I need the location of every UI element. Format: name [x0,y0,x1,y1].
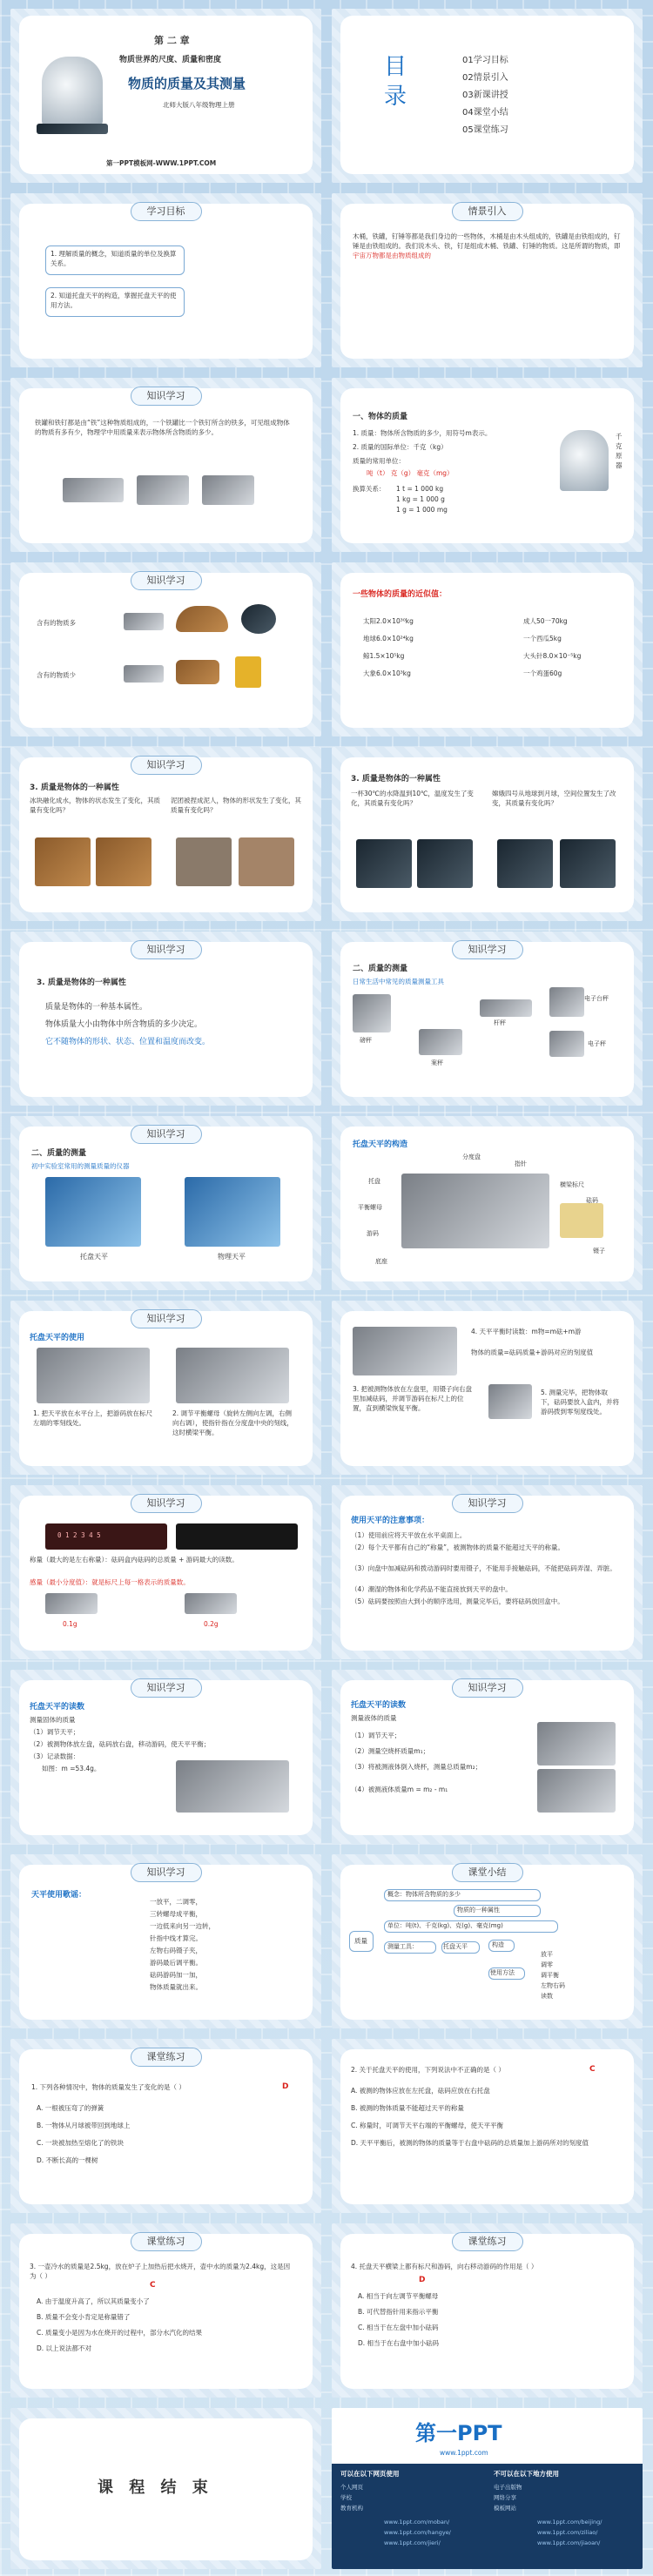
prototype-label: 千克原器 [616,433,623,469]
contents-item[interactable]: 03新课讲授 [462,91,508,100]
option: D. 相当于在右盘中加小砝码 [358,2339,440,2347]
physics-balance-image [185,1177,280,1247]
option: B. 一物体从月球被带回到地球上 [37,2122,131,2129]
rocket-image [497,839,553,888]
slide-usage-1 [10,1301,321,1475]
forbidden-item: 网络分享 [494,2494,516,2501]
property-heading: 3. 质量是物体的一种属性 [37,979,126,987]
toy-boat-image [176,660,219,684]
summary-usage: 使用方法 [490,1969,515,1976]
option: C. 称量时，可调节天平右端的平衡螺母，使天平平衡 [351,2122,504,2129]
precaution-item: （1）使用前应将天平放在水平桌面上。 [351,1531,467,1539]
option: B. 可代替指针用来指示平衡 [358,2308,439,2316]
option: C. 相当于在左盘中加小砝码 [358,2324,439,2331]
clay-image [176,837,232,886]
slide-tools [332,932,643,1106]
electronic-platform-scale-image [549,987,584,1017]
adjust-balance-image [176,1348,289,1403]
reading-balance-image [176,1760,289,1813]
resource-link[interactable]: www.1ppt.com/beijing/ [537,2519,603,2526]
value-right: 一个西瓜5kg [523,635,562,642]
section-pill: 知识学习 [452,940,523,959]
section-heading: 二、质量的测量 [353,965,408,973]
answer: C [150,2281,156,2290]
usage-step-3: 3. 把被测物体放在左盘里，用镊子向右盘里加减砝码，并调节游码在标尺上的位置，直到横梁恢复平衡。 [353,1385,473,1412]
usage-heading: 托盘天平的使用 [30,1334,85,1342]
site-label: 第一PPT模板网-WWW.1PPT.COM [106,159,217,167]
common-units-label: 质量的常用单位： [353,457,405,465]
scale-ruler-image-2 [176,1523,298,1550]
si-unit: 2. 质量的国际单位：千克（kg） [353,443,448,451]
intro-text: 木桶，铁罐，钉锤等都是我们身边的一些物体，木桶是由木头组成的，铁罐是由铁组成的，钉锤是由铁组成的。我们说木头、铁，钉是组成木桶、铁罐、钉锤的物质。这是所谓的物质，即宇宙万物都是由物质组成的 [353,232,621,259]
property-heading: 3. 质量是物体的一种属性 [30,784,119,792]
question-ice: 冰块融化成水，物体的状态发生了变化，其质量有变化吗？ [30,797,160,814]
conversion-3: 1 g = 1 000 mg [396,506,448,514]
rhyme-line: 一边低来向另一边转， [150,1922,215,1930]
slide-property-2 [332,747,643,921]
slide-lab-balances [10,1116,321,1290]
slide-credits [332,2408,643,2569]
rhyme-line: 一放平，二调零， [150,1898,202,1906]
objective-1: 1. 理解质量的概念，知道质量的单位及换算关系。 [50,250,177,267]
tool-label: 杆秤 [494,1019,506,1026]
slide-reading-solid [10,1670,321,1844]
conversion-2: 1 kg = 1 000 g [396,495,445,503]
option: C. 一块被加热至熔化了的铁块 [37,2139,125,2147]
kilogram-prototype-image [42,57,103,126]
slide-range-sensitivity [10,1485,321,1659]
ice-image [35,837,91,886]
option: A. 相当于向左调节平衡螺母 [358,2292,439,2300]
contents-item[interactable]: 04课堂小结 [462,108,508,118]
slide-objectives [10,193,321,367]
allowed-item: 个人网页 [340,2484,363,2491]
slide-exercise-3 [10,2223,321,2398]
allowed-item: 教育机构 [340,2505,363,2512]
precaution-item: （5）砝码要按照由大到小的顺序选用，测量完毕后，要将砝码放回盒中。 [351,1597,564,1605]
reading-step: （3）将被测液体倒入烧杯，测量总质量m₂； [351,1763,482,1771]
tool-label: 电子台秤 [584,995,609,1002]
property-line-1: 质量是物体的一种基本属性。 [45,1003,148,1012]
value-left: 太阳2.0×10³⁰kg [363,617,414,625]
section-pill: 课堂练习 [131,2048,202,2067]
tool-label: 电子秤 [588,1040,606,1047]
beaker-balance-image-2 [537,1769,616,1813]
summary-leaf: 读数 [541,1993,553,2000]
property-line-3: 它不随物体的形状、状态、位置和温度而改变。 [45,1038,211,1046]
precaution-item: （4）潮湿的物体和化学药品不能直接放到天平的盘中。 [351,1585,512,1593]
weighing-image [353,1327,457,1375]
question-text: 3. 一壶冷水的质量是2.5kg，放在炉子上加热后把水烧开，壶中水的质量为2.4kg，这是因为（ ） [30,2263,291,2280]
summary-root: 质量 [354,1937,367,1945]
option: D. 天平平衡后，被测的物体的质量等于右盘中砝码的总质量加上游码所对的刻度值 [351,2139,589,2147]
beaker-hot-image [356,839,412,888]
rhyme-line: 针指中线才算完。 [150,1934,202,1942]
slide-property-1 [10,747,321,921]
boat-image [176,606,228,632]
lab-subtitle: 初中实验室常用的测量质量的仪器 [31,1162,130,1170]
reading-step: （3）记录数据： [30,1752,80,1760]
summary-leaf: 调平衡 [541,1972,559,1979]
value-right: 一个鸡蛋60g [523,669,562,677]
slide-more-less [10,562,321,736]
cover-title: 物质的质量及其测量 [128,76,246,91]
value-left: 地球6.0×10²⁴kg [363,635,414,642]
question-text: 1. 下列各种情况中，物体的质量发生了变化的是（ ） [31,2083,185,2091]
slide-contents [332,9,643,183]
question-space: 嫦娥四号从地球到月球，空间位置发生了改变，其质量有变化吗？ [492,790,616,807]
slide-precautions [332,1485,643,1659]
precaution-item: （3）向盘中加减砝码和拨动游码时要用镊子，不能用手接触砝码，不能把砝码弄湿、弄脏。 [351,1564,616,1572]
tool-label: 案秤 [431,1059,443,1066]
tray-balance-diagram [401,1174,549,1248]
usage-step-4-note: 物体的质量=砝码质量+游码对应的刻度值 [471,1349,594,1356]
part-label: 托盘 [368,1178,380,1185]
more-label: 含有的物质多 [37,619,76,627]
wrench-large-image [124,613,164,630]
reading-step: （1）调节天平； [30,1728,80,1736]
answer: C [589,2065,596,2074]
part-label: 底座 [375,1258,387,1265]
resource-link[interactable]: www.1ppt.com/ziliao/ [537,2529,598,2536]
usage-step-2: 2. 调节平衡螺母（旋转左侧向左调，右侧向右调），使指针指在分度盘中央的刻线，这时横梁平衡。 [172,1409,293,1436]
weight-box-image [560,1203,603,1238]
slide-intro [332,193,643,367]
slide-rhyme [10,1854,321,2028]
range-definition: 称量（最大的是左右称量）：砝码盒内砝码的总质量 + 游码最大的读数。 [30,1556,239,1564]
brand-domain[interactable]: www.1ppt.com [440,2449,488,2457]
usage-step-4: 4. 天平平衡时读数：m物=m砝+m游 [471,1328,582,1335]
section-pill: 情景引入 [452,202,523,221]
values-heading: 一些物体的质量的近似值： [353,590,448,599]
section-pill: 知识学习 [131,1309,202,1328]
allowed-item: 学校 [340,2494,352,2501]
reading-step: （2）被测物体放左盘，砝码放右盘，移动游码，使天平平衡； [30,1740,211,1748]
resource-link[interactable]: www.1ppt.com/hangye/ [384,2529,451,2536]
resource-link[interactable]: www.1ppt.com/jieri/ [384,2539,441,2546]
answer: D [419,2276,426,2284]
value-right: 大头针8.0×10⁻⁵kg [523,652,582,660]
water-image [96,837,151,886]
slide-cover [10,9,321,183]
slide-knowledge-1 [10,378,321,552]
forbidden-item: 电子出版物 [494,2484,522,2491]
iron-can-image [202,475,254,505]
knowledge-card [19,573,313,728]
sensitivity-definition: 感量（最小分度值）：就是标尺上每一格表示的质量数。 [30,1578,190,1586]
slide-exercise-1 [10,2039,321,2213]
structure-heading: 托盘天平的构造 [353,1140,408,1149]
chapter-label: 第 二 章 [154,35,190,46]
rhyme-lines [150,1896,215,1994]
rhyme-heading: 天平使用歌谣： [31,1891,87,1900]
contents-title: 目录 [384,54,407,110]
part-label: 分度盘 [462,1153,481,1160]
contents-item[interactable]: 05课堂练习 [462,125,508,135]
part-label: 横梁标尺 [560,1181,584,1188]
forbidden-item: 模板网站 [494,2505,516,2512]
common-units: 吨（t） 克（g） 毫克（mg） [367,469,454,477]
slide-mass-definition [332,378,643,552]
nail-image [137,475,189,505]
question-text: 2. 关于托盘天平的使用，下列说法中不正确的是（ ） [351,2066,505,2074]
option: D. 以上说法都不对 [37,2344,92,2352]
part-label: 镊子 [593,1248,605,1254]
slide-exercise-4 [332,2223,643,2398]
sensitivity-value-2: 0.2g [204,1620,219,1628]
mass-definition: 1. 质量：物体所含物质的多少，用符号m表示。 [353,429,492,437]
property-line-2: 物体质量大小由物体中所含物质的多少决定。 [45,1020,203,1029]
precautions-heading: 使用天平的注意事项： [351,1517,430,1525]
slide-exercise-2 [332,2039,643,2213]
summary-units: 单位：吨(t)、千克(kg)、克(g)、毫克(mg) [387,1922,503,1929]
section-pill: 知识学习 [131,1125,202,1144]
tire-image [241,604,276,634]
section-pill: 知识学习 [131,1678,202,1698]
slide-end [10,2408,321,2569]
section-heading: 一、物体的质量 [353,413,408,421]
reading-subtitle: 测量液体的质量 [351,1714,397,1722]
option: D. 不断长高的一棵树 [37,2156,98,2164]
forbidden-heading: 不可以在以下地方使用 [494,2470,559,2478]
reading-step: （4）被测液体质量m = m₂ - m₁ [351,1786,448,1793]
section-pill: 课堂练习 [452,2232,523,2251]
answer: D [282,2082,289,2091]
section-pill: 学习目标 [131,202,202,221]
clay-figure-image [239,837,294,886]
end-text: 课 程 结 束 [98,2478,213,2497]
reading-heading: 托盘天平的读数 [30,1703,85,1712]
steelyard-image [480,999,532,1017]
option: A. 一根被压弯了的弹簧 [37,2104,104,2112]
part-label: 砝码 [586,1197,598,1204]
less-label: 含有的物质少 [37,671,76,679]
conversion-label: 换算关系： [353,485,386,493]
credits-panel [332,2464,643,2569]
resource-link[interactable]: www.1ppt.com/moban/ [384,2519,450,2526]
resource-link[interactable]: www.1ppt.com/jiaoan/ [537,2539,601,2546]
usage-step-1: 1. 把天平放在水平台上，把游码放在标尺左端的零刻线处。 [33,1409,153,1427]
reading-step: （2）测量空烧杯质量m₁； [351,1747,430,1755]
part-label: 游码 [367,1230,379,1237]
rhyme-line: 三转螺母成平衡， [150,1910,202,1918]
contents-item[interactable]: 02情景引入 [462,73,508,83]
moon-rover-image [560,839,616,888]
glove-image [235,656,261,688]
slide-reading-liquid [332,1670,643,1844]
option: B. 质量不会变小肯定是称量错了 [37,2313,131,2321]
question-clay: 泥团被捏成泥人，物体的形状发生了变化，其质量有变化吗？ [171,797,301,814]
summary-leaf: 左物右码 [541,1982,565,1989]
platform-scale-image [353,994,391,1032]
balance-label: 物理天平 [218,1253,246,1261]
summary-leaf: 调零 [541,1961,553,1968]
brand-logo: 第一PPT [415,2421,502,2445]
summary-structure: 构造 [492,1941,504,1948]
level-balance-image [37,1348,150,1403]
beaker-balance-image-1 [537,1722,616,1766]
option: C. 质量变小是因为水在烧开的过程中，部分水汽化的结果 [37,2329,203,2337]
contents-list [462,52,508,139]
ruler-detail-2 [185,1593,237,1614]
edition-label: 北师大版八年级物理上册 [163,101,235,109]
balance-label: 托盘天平 [80,1253,108,1261]
conversion-1: 1 t = 1 000 kg [396,485,444,493]
summary-concept: 概念：物体所含物质的多少 [387,1891,461,1898]
wrench-small-image [124,665,164,683]
option: A. 由于温度升高了，所以其质量变小了 [37,2297,150,2305]
section-heading: 二、质量的测量 [31,1149,87,1158]
objectives-card [19,204,313,359]
section-pill: 知识学习 [131,1863,202,1882]
ruler-detail-1 [45,1593,98,1614]
section-pill: 知识学习 [131,940,202,959]
slide-summary [332,1854,643,2028]
slide-mass-values [332,562,643,736]
precaution-item: （2）每个天平都有自己的“称量”，被测物体的质量不能超过天平的称量。 [351,1544,565,1551]
reading-heading: 托盘天平的读数 [351,1701,407,1710]
section-pill: 课堂小结 [452,1863,523,1882]
section-pill: 知识学习 [131,387,202,406]
value-left: 大象6.0×10³kg [363,669,411,677]
reading-step: （1）调节天平； [351,1732,401,1739]
section-pill: 知识学习 [452,1678,523,1698]
knowledge-card [19,757,313,912]
usage-step-5: 5. 测量完毕，把物体取下，砝码要放入盒内，并将游码拨到零刻度线处。 [541,1389,619,1416]
counter-scale-image [419,1029,462,1055]
rhyme-line: 左物右码镊子夹， [150,1947,202,1954]
value-right: 成人50一70kg [523,617,568,625]
reading-result: 如图：m =53.4g。 [42,1765,101,1772]
summary-balance: 托盘天平 [443,1943,468,1950]
tools-subtitle: 日常生活中常见的质量测量工具 [353,978,444,985]
prototype-base [37,124,108,134]
knowledge-text: 铁罐和铁钉都是由“铁”这种物质组成的，一个铁罐比一个铁钉所含的铁多，可见组成物体的物质有多有少，物理学中用质量来表示物体所含物质的多少。 [35,419,290,436]
objective-2: 2. 知道托盘天平的构造，掌握托盘天平的使用方法。 [50,292,177,309]
sensitivity-value-1: 0.1g [63,1620,77,1628]
knowledge-card [19,388,313,543]
summary-property: 物质的一种属性 [457,1907,500,1914]
section-pill: 知识学习 [131,756,202,775]
summary-tool: 测量工具： [387,1943,418,1950]
kilogram-prototype-image [560,430,609,491]
contents-item[interactable]: 01学习目标 [462,56,508,65]
option: A. 被测的物体应放在左托盘，砝码应放在右托盘 [351,2087,490,2095]
scale-numbers: 0 1 2 3 4 5 [57,1531,101,1539]
section-pill: 课堂练习 [131,2232,202,2251]
slide-balance-structure [332,1116,643,1290]
option: B. 被测的物体质量不能超过天平的称量 [351,2104,464,2112]
rhyme-line: 游码最后调平衡。 [150,1959,202,1967]
electronic-scale-image [549,1031,584,1057]
section-pill: 知识学习 [131,571,202,590]
intro-card [340,204,634,359]
tweezers-image [488,1384,532,1419]
slide-usage-2 [332,1301,643,1475]
section-pill: 知识学习 [452,1494,523,1513]
question-text: 4. 托盘天平横梁上都有标尺和游码，向右移动游码的作用是（ ） [351,2263,538,2270]
tray-balance-image [45,1177,141,1247]
chapter-subtitle: 物质世界的尺度、质量和密度 [119,56,222,64]
hammer-image [63,478,124,502]
section-pill: 知识学习 [131,1494,202,1513]
tool-label: 磅秤 [360,1037,372,1044]
property-heading: 3. 质量是物体的一种属性 [351,775,441,784]
question-temperature: 一杯30℃的水降温到10℃，温度发生了变化，其质量有变化吗？ [351,790,474,807]
summary-leaf: 放平 [541,1951,553,1958]
slide-property-3 [10,932,321,1106]
reading-subtitle: 测量固体的质量 [30,1716,76,1724]
rhyme-line: 砝码游码加一加， [150,1971,202,1979]
beaker-cold-image [417,839,473,888]
exercise-card [19,2234,313,2389]
rhyme-line: 物体质量就出来。 [150,1983,202,1991]
allowed-heading: 可以在以下网页使用 [340,2470,400,2478]
part-label: 指针 [515,1160,527,1167]
value-left: 鲸1.5×10⁵kg [363,652,405,660]
part-label: 平衡螺母 [358,1204,382,1211]
